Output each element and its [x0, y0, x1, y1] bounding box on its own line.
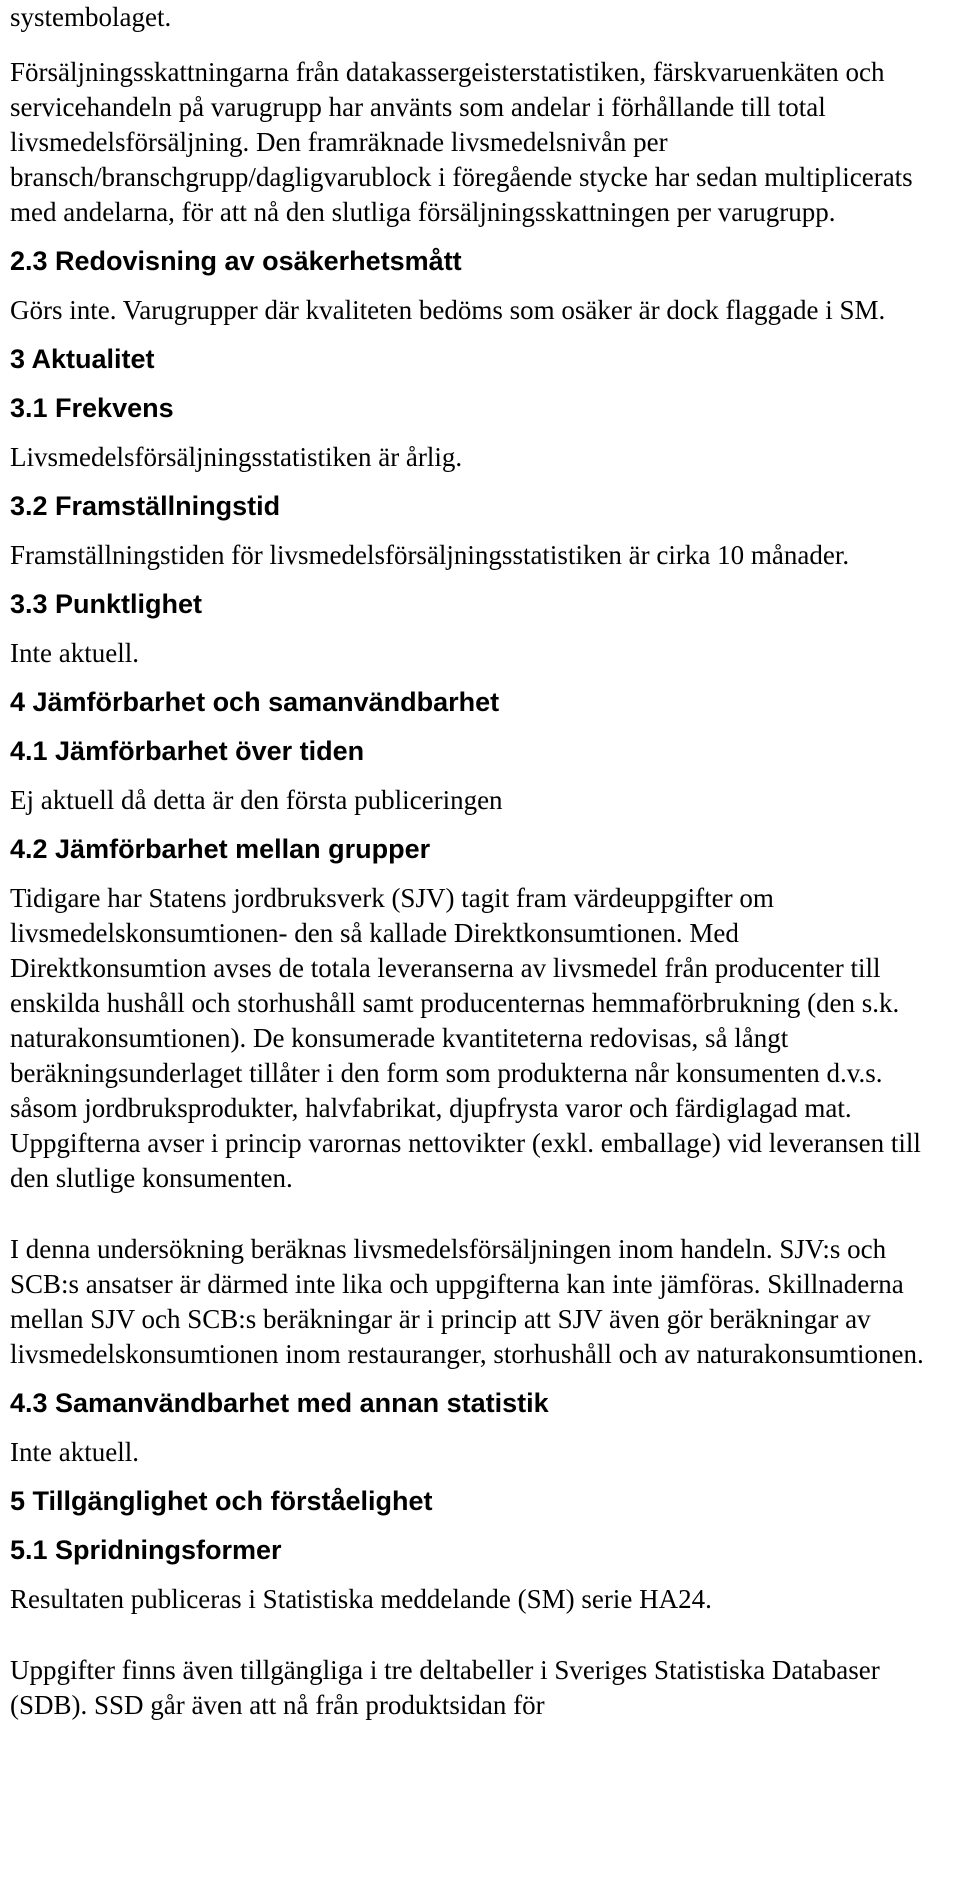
heading-3-3-punktlighet: 3.3 Punktlighet: [10, 589, 203, 619]
heading-4-3-samanvandbarhet: 4.3 Samanvändbarhet med annan statistik: [10, 1388, 549, 1418]
heading-3-aktualitet: 3 Aktualitet: [10, 344, 155, 374]
paragraph-sjv-direktkonsumtion: Tidigare har Statens jordbruksverk (SJV) tagit fram värdeuppgifter om livsmedelskonsumtionen- den så kallade Direktkonsumtionen. Med Direktkonsumtion avses de totala leveranserna av livsmedel från producenter till enskilda hushåll och storhushåll samt producenternas hemmaförbrukning (den s.k. naturakonsumtionen). De konsumerade kvantiteterna redovisas, så långt beräkningsunderlaget tillåter i den form som produkterna når konsumenten d.v.s. såsom jordbruksprodukter, halvfabrikat, djupfrysta varor och färdiglagad mat. Uppgifterna avser i princip varornas nettovikter (exkl. emballage) vid leveransen till den slutlige konsumenten.: [10, 883, 921, 1193]
paragraph-punktlighet: Inte aktuell.: [10, 638, 139, 668]
paragraph-framstallningstid: Framställningstiden för livsmedelsförsäljningsstatistiken är cirka 10 månader.: [10, 540, 850, 570]
paragraph-sjv-scb-skillnad: I denna undersökning beräknas livsmedelsförsäljningen inom handeln. SJV:s och SCB:s ansatser är därmed inte lika och uppgifterna kan inte jämföras. Skillnaderna mellan SJV och SCB:s beräkningar är i princip att SJV även gör beräkningar av livsmedelskonsumtionen inom restauranger, storhushåll och av naturakonsumtionen.: [10, 1234, 924, 1369]
paragraph-systembolaget-end: systembolaget.: [10, 2, 172, 32]
heading-5-1-spridningsformer: 5.1 Spridningsformer: [10, 1535, 282, 1565]
heading-4-1-over-tiden: 4.1 Jämförbarhet över tiden: [10, 736, 365, 766]
paragraph-frekvens: Livsmedelsförsäljningsstatistiken är årlig.: [10, 442, 463, 472]
paragraph-publiceras-sm: Resultaten publiceras i Statistiska meddelande (SM) serie HA24.: [10, 1584, 712, 1614]
paragraph-forsaljningsskattningar: Försäljningsskattningarna från datakassergeisterstatistiken, färskvaruenkäten och servicehandeln på varugrupp har använts som andelar i förhållande till total livsmedelsförsäljning. Den framräknade livsmedelsnivån per bransch/branschgrupp/dagligvarublock i föregående stycke har sedan multiplicerats med andelarna, för att nå den slutliga försäljningsskattningen per varugrupp.: [10, 57, 913, 227]
paragraph-over-tiden: Ej aktuell då detta är den första publiceringen: [10, 785, 503, 815]
paragraph-samanvandbarhet: Inte aktuell.: [10, 1437, 139, 1467]
paragraph-gors-inte: Görs inte. Varugrupper där kvaliteten bedöms som osäker är dock flaggade i SM.: [10, 295, 886, 325]
heading-4-jamforbarhet: 4 Jämförbarhet och samanvändbarhet: [10, 687, 500, 717]
heading-3-2-framstallningstid: 3.2 Framställningstid: [10, 491, 281, 521]
paragraph-deltabeller-ssd: Uppgifter finns även tillgängliga i tre deltabeller i Sveriges Statistiska Databaser (SDB). SSD går även att nå från produktsidan för: [10, 1655, 880, 1720]
heading-3-1-frekvens: 3.1 Frekvens: [10, 393, 174, 423]
heading-4-2-mellan-grupper: 4.2 Jämförbarhet mellan grupper: [10, 834, 431, 864]
heading-2-3-redovisning: 2.3 Redovisning av osäkerhetsmått: [10, 246, 462, 276]
heading-5-tillganglighet: 5 Tillgänglighet och förståelighet: [10, 1486, 433, 1516]
